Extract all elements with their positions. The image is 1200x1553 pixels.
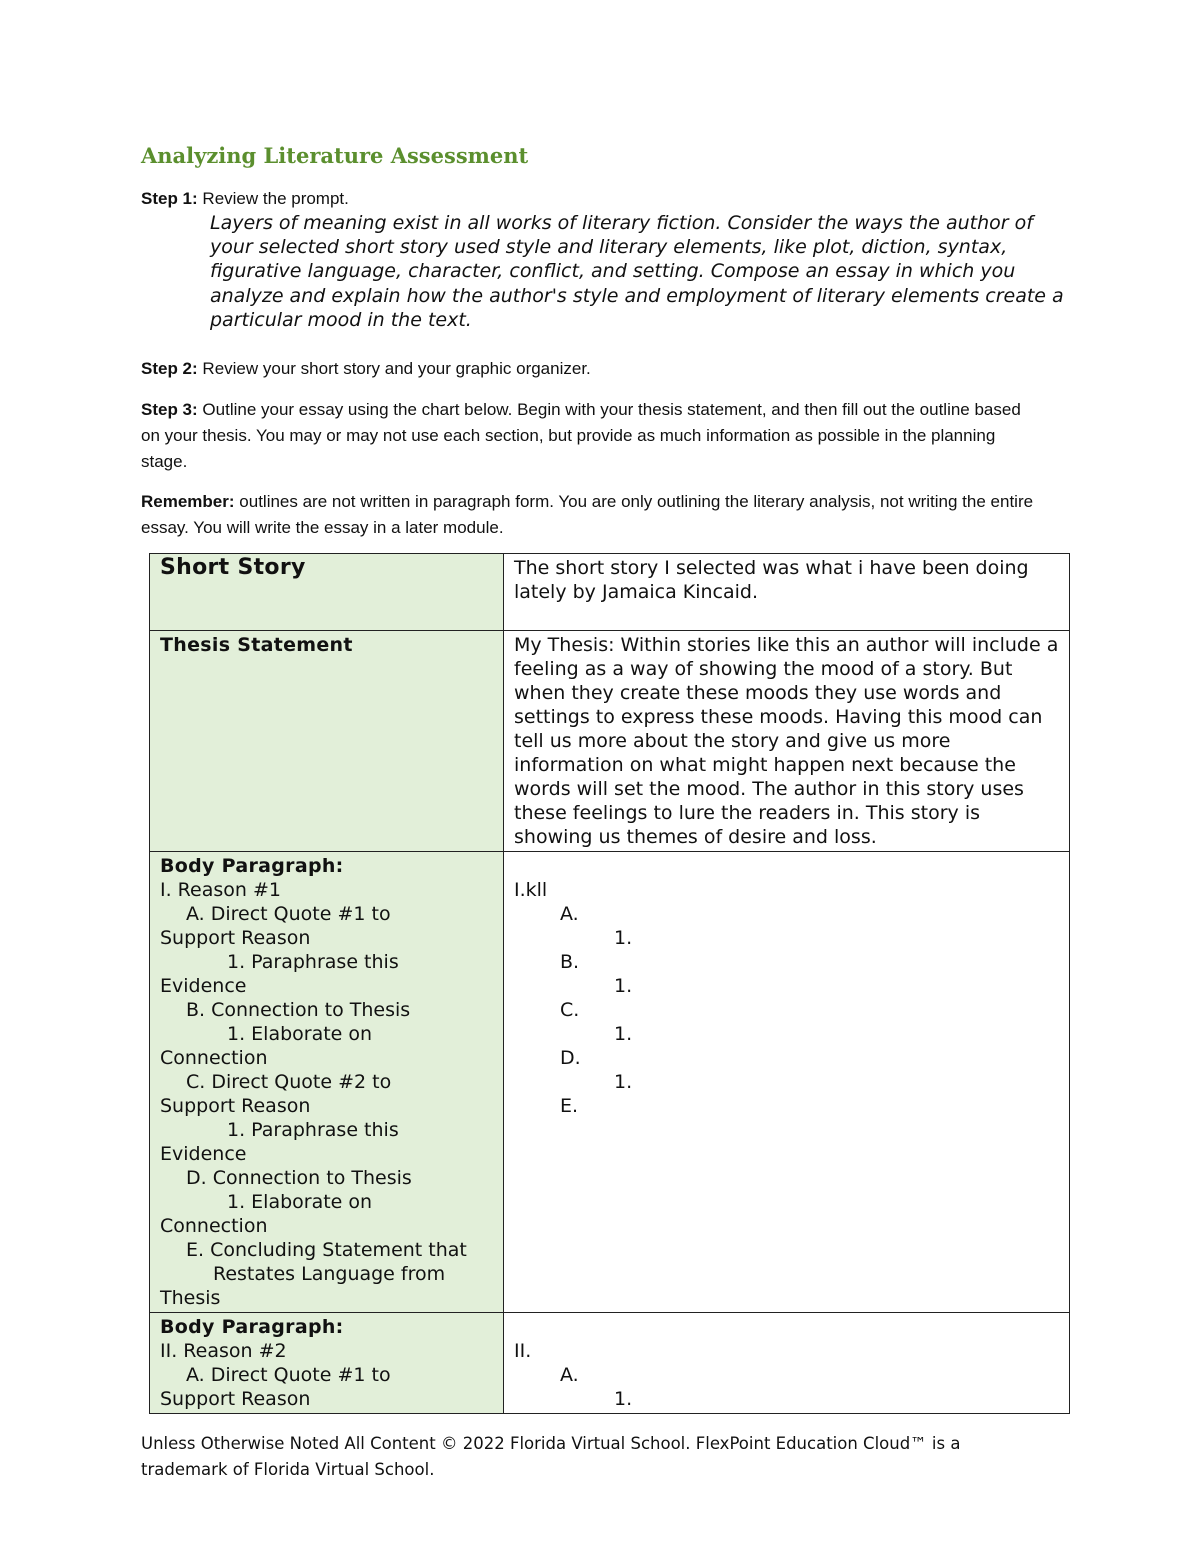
body-2-item-a-cont: Support Reason (160, 1388, 311, 1410)
body-1-item-c-sub-cont: Evidence (160, 1143, 247, 1165)
body-1-item-a-cont: Support Reason (160, 927, 311, 949)
short-story-label: Short Story (160, 555, 306, 580)
body-1-item-d: D. Connection to Thesis (186, 1167, 412, 1189)
step-1-label: Step 1: (141, 189, 198, 208)
step-2 (141, 356, 1041, 382)
body-1-item-e-cont: Restates Language from (213, 1263, 446, 1285)
body-1-item-a: A. Direct Quote #1 to (186, 903, 391, 925)
body-2-label-cell (150, 1313, 504, 1414)
body-1-item-e: E. Concluding Statement that (186, 1239, 467, 1261)
thesis-value-cell[interactable] (504, 631, 1070, 852)
step-2-label: Step 2: (141, 359, 198, 378)
short-story-label-cell (150, 554, 504, 631)
body-1-item-c-cont: Support Reason (160, 1095, 311, 1117)
body-1-answer-a: A. (560, 903, 579, 925)
body-2-answer-cell[interactable] (504, 1313, 1070, 1414)
short-story-value-cell[interactable] (504, 554, 1070, 631)
body-2-reason: II. Reason #2 (160, 1340, 287, 1362)
body-2-answer-roman: II. (514, 1340, 532, 1362)
body-2-answer-a: A. (560, 1364, 579, 1386)
body-1-answer-b: B. (560, 951, 580, 973)
body-1-answer-e: E. (560, 1095, 579, 1117)
thesis-value: My Thesis: Within stories like this an author will include a feeling as a way of showing the mood of a story. But when they create these moods they use words and settings to express these moods. Having this mood can tell us more about the story and give us more information on what might happen next because the words will set the mood. The author in this story uses these feelings to lure the readers in. This story is showing us themes of desire and loss. (514, 634, 1059, 848)
remember-text: outlines are not written in paragraph form. You are only outlining the literary analysis, not writing the entire essay. You will write the essay in a later module. (141, 492, 1034, 537)
thesis-label: Thesis Statement (160, 634, 353, 656)
body-1-item-b-sub: 1. Elaborate on (227, 1023, 373, 1045)
body-1-item-c-sub: 1. Paraphrase this (227, 1119, 399, 1141)
short-story-value: The short story I selected was what i have been doing lately by Jamaica Kincaid. (514, 557, 1029, 603)
table-row-body-paragraph-1 (150, 852, 1070, 1313)
step-3 (141, 397, 1041, 475)
body-1-answer-b-1: 1. (614, 975, 633, 997)
body-1-answer-d-1: 1. (614, 1071, 633, 1093)
remember-note (141, 489, 1041, 541)
body-1-item-d-sub: 1. Elaborate on (227, 1191, 373, 1213)
body-1-item-b: B. Connection to Thesis (186, 999, 411, 1021)
body-1-label-cell (150, 852, 504, 1313)
table-row-short-story (150, 554, 1070, 631)
body-2-label: Body Paragraph: (160, 1316, 344, 1338)
step-1-text: Review the prompt. (202, 189, 349, 208)
remember-label: Remember: (141, 492, 235, 511)
body-1-reason: I. Reason #1 (160, 879, 281, 901)
body-1-answer-c-1: 1. (614, 1023, 633, 1045)
body-1-item-b-sub-cont: Connection (160, 1047, 268, 1069)
body-1-label: Body Paragraph: (160, 855, 344, 877)
thesis-label-cell (150, 631, 504, 852)
body-1-item-a-sub-cont: Evidence (160, 975, 247, 997)
body-1-answer-c: C. (560, 999, 580, 1021)
table-row-body-paragraph-2 (150, 1313, 1070, 1414)
body-1-item-a-sub: 1. Paraphrase this (227, 951, 399, 973)
body-2-item-a: A. Direct Quote #1 to (186, 1364, 391, 1386)
copyright-footer: Unless Otherwise Noted All Content © 2022 Florida Virtual School. FlexPoint Education Cloud™ is a trademark of Florida Virtual School. (141, 1434, 961, 1479)
document-title: Analyzing Literature Assessment (141, 143, 529, 168)
step-3-label: Step 3: (141, 400, 198, 419)
outline-table (149, 553, 1070, 1414)
body-1-item-e-cont-2: Thesis (160, 1287, 221, 1309)
step-1 (141, 186, 1041, 212)
body-1-item-d-sub-cont: Connection (160, 1215, 268, 1237)
step-3-text: Outline your essay using the chart below. Begin with your thesis statement, and then fill out the outline based on your thesis. You may or may not use each section, but provide as much information as possible in the planning stage. (141, 400, 1021, 471)
body-2-answer-spacer (514, 1315, 1059, 1339)
body-1-answer-spacer (514, 854, 1059, 878)
body-1-answer-d: D. (560, 1047, 581, 1069)
body-1-answer-a-1: 1. (614, 927, 633, 949)
body-2-answer-a-1: 1. (614, 1388, 633, 1410)
body-1-item-c: C. Direct Quote #2 to (186, 1071, 392, 1093)
essay-prompt: Layers of meaning exist in all works of literary fiction. Consider the ways the author of your selected short story used style and literary elements, like plot, diction, syntax, figurative language, character, conflict, and setting. Compose an essay in which you analyze and explain how the author's style and employment of literary elements create a particular mood in the text. (210, 212, 1064, 331)
step-2-text: Review your short story and your graphic organizer. (202, 359, 591, 378)
body-1-answer-roman: I.kll (514, 879, 548, 901)
table-row-thesis (150, 631, 1070, 852)
body-1-answer-cell[interactable] (504, 852, 1070, 1313)
